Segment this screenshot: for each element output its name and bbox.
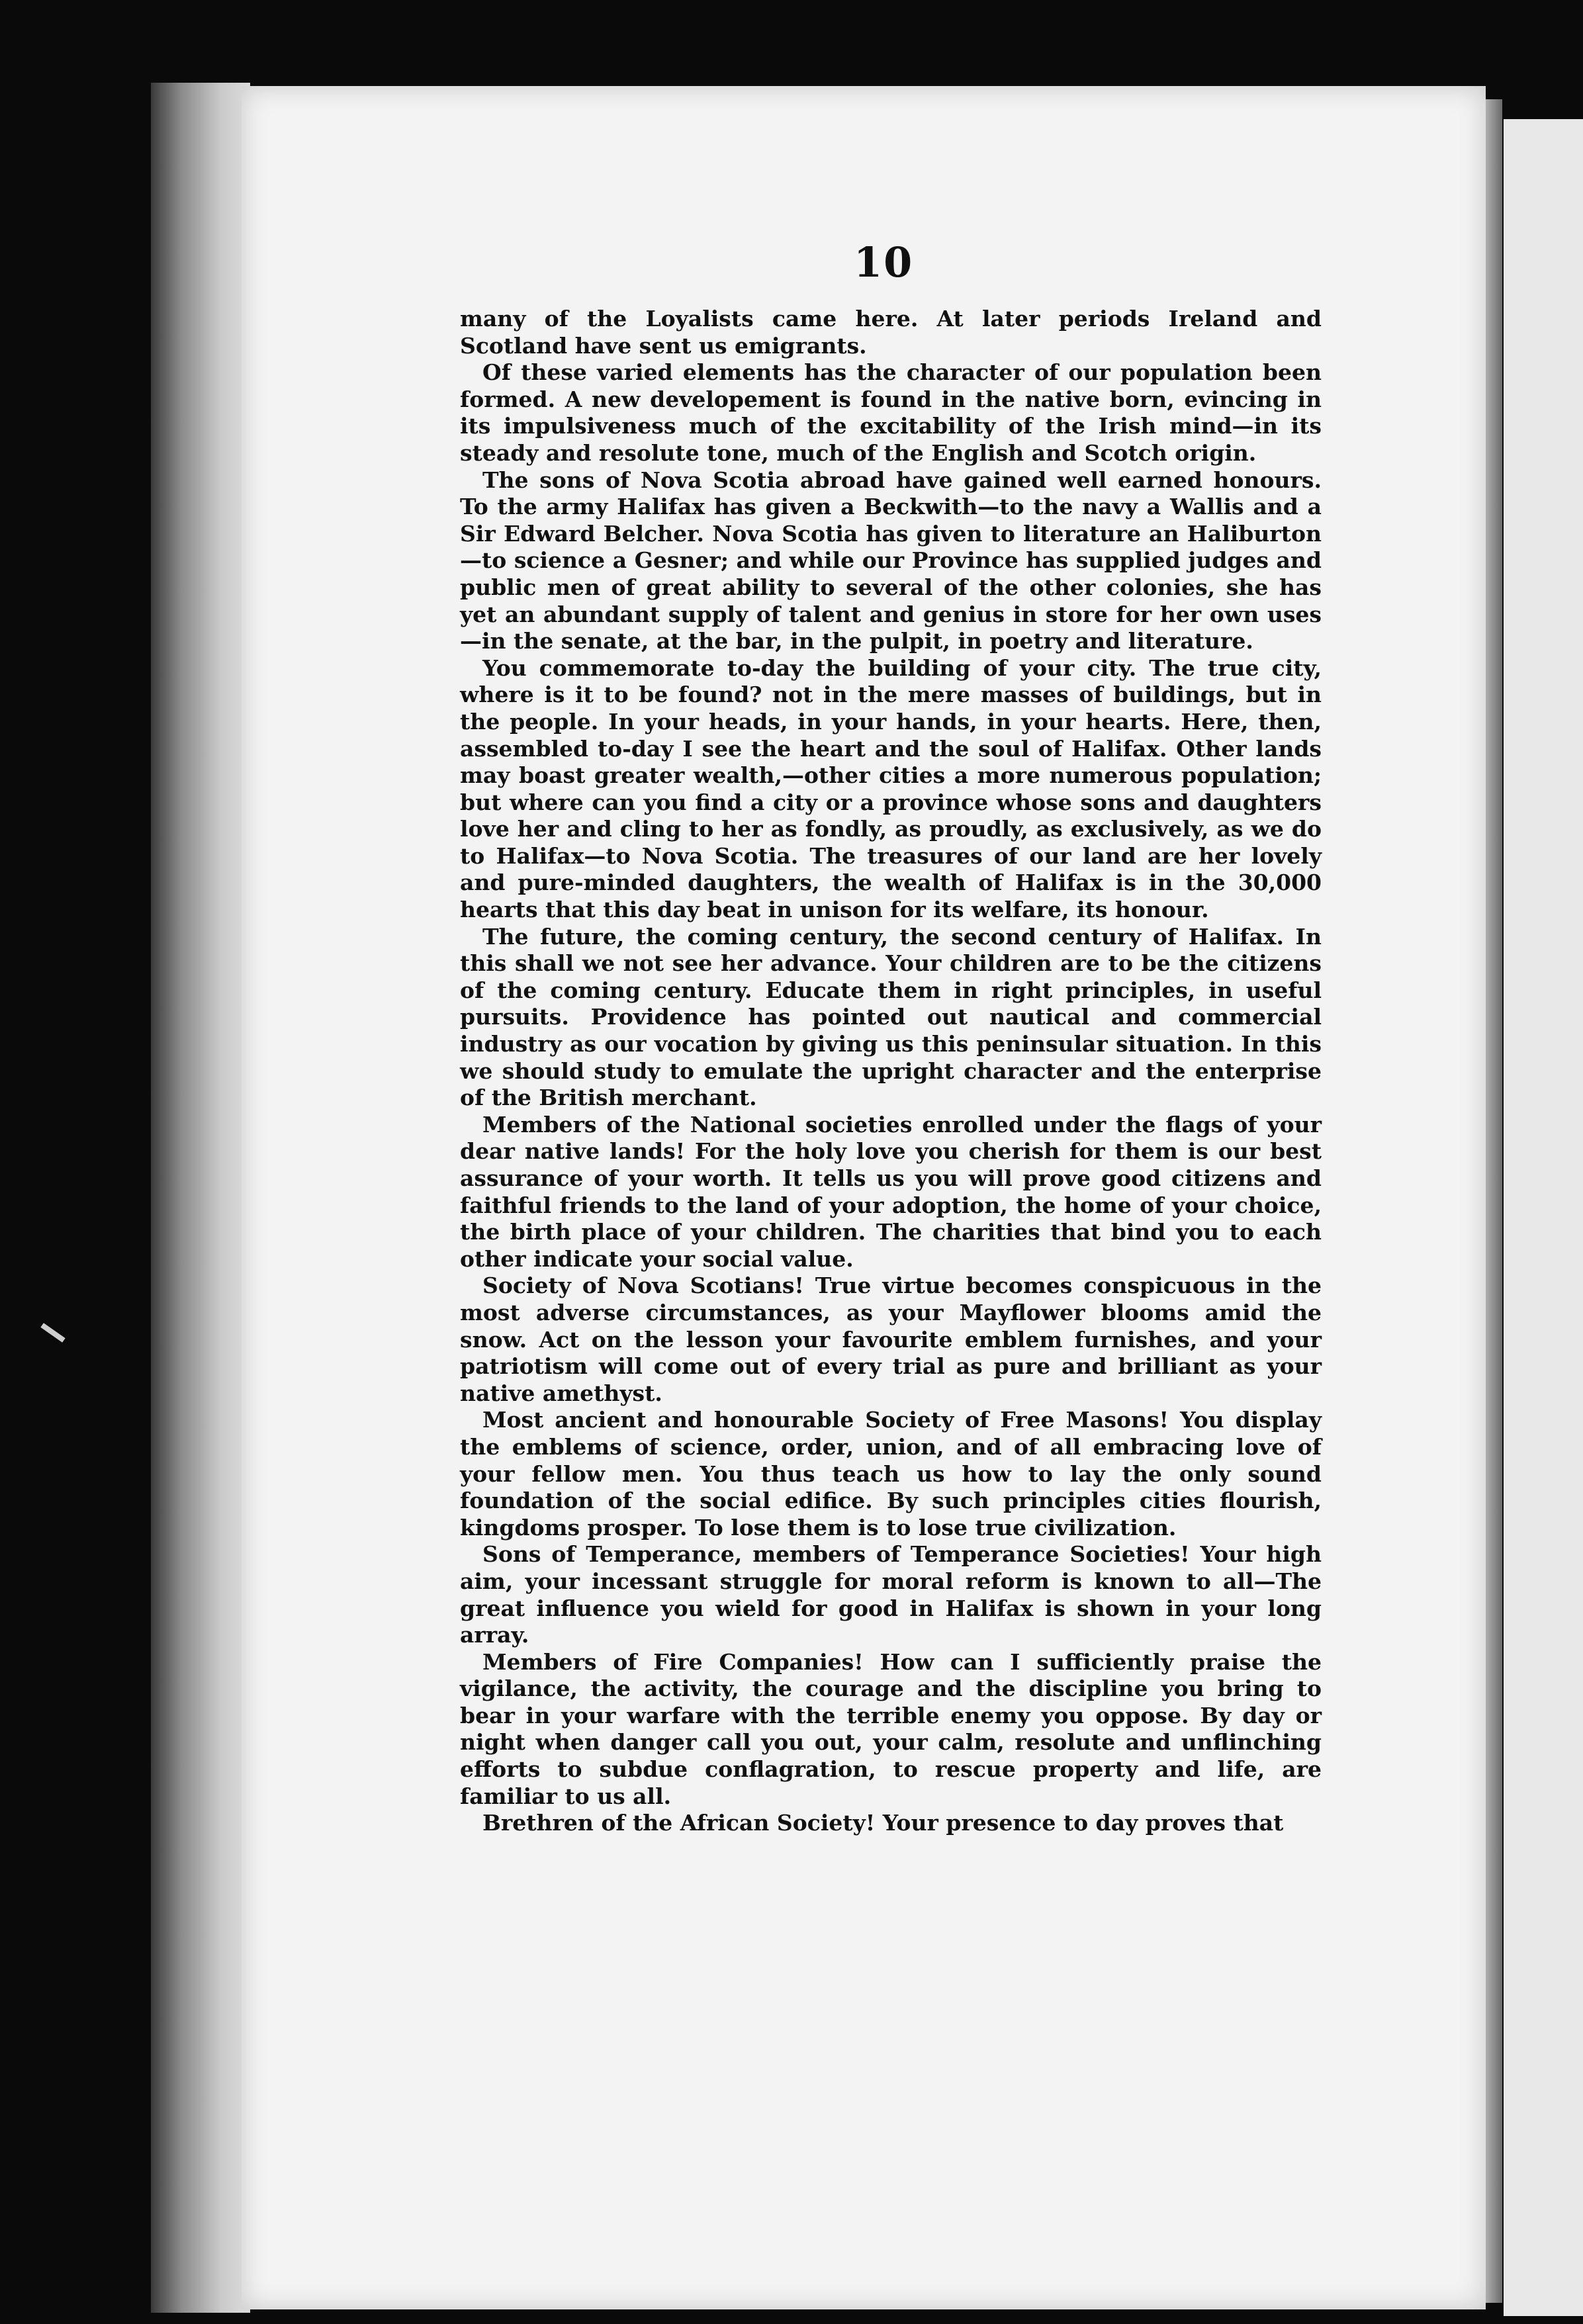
paragraph: Members of Fire Companies! How can I sufficiently praise the vigilance, the activity, the courage and the discipline you bring to bear in your warfare with the terrible enemy you oppose. By day or night when danger call you out, your calm, resolute and unflinching efforts to subdue conflagration, to rescue property and life, are familiar to us all. [460,1648,1322,1809]
paragraph: many of the Loyalists came here. At later periods Ireland and Scotland have sent us emigrants. [460,306,1322,359]
body-text [460,306,1322,1837]
paragraph: Most ancient and honourable Society of Free Masons! You display the emblems of science, order, union, and of all embracing love of your fellow men. You thus teach us how to lay the only sound foundation of the social edifice. By such principles cities flourish, kingdoms prosper. To lose them is to lose true civilization. [460,1407,1322,1541]
paragraph: Sons of Temperance, members of Temperance Societies! Your high aim, your incessant struggle for moral reform is known to all—The great influence you wield for good in Halifax is shown in your long array. [460,1541,1322,1648]
binding-fold [151,83,250,2313]
page-number: 10 [854,238,914,287]
paragraph: The future, the coming century, the second century of Halifax. In this shall we not see her advance. Your children are to be the citizens of the coming century. Educate them in right principles, in useful pursuits. Providence has pointed out nautical and commercial industry as our vocation by giving us this peninsular situation. In this we should study to emulate the upright character and the enterprise of the British merchant. [460,923,1322,1111]
paragraph: The sons of Nova Scotia abroad have gained well earned honours. To the army Halifax has given a Beckwith—to the navy a Wallis and a Sir Edward Belcher. Nova Scotia has given to literature an Haliburton—to science a Gesner; and while our Province has supplied judges and public men of great ability to several of the other colonies, she has yet an abundant supply of talent and genius in store for her own uses—in the senate, at the bar, in the pulpit, in poetry and literature. [460,467,1322,654]
paragraph: Of these varied elements has the character of our population been formed. A new developement is found in the native born, evincing in its impulsiveness much of the excitability of the Irish mind—in its steady and resolute tone, much of the English and Scotch origin. [460,359,1322,466]
paragraph: Society of Nova Scotians! True virtue becomes conspicuous in the most adverse circumstances, as your Mayflower blooms amid the snow. Act on the lesson your favourite emblem furnishes, and your patriotism will come out of every trial as pure and brilliant as your native amethyst. [460,1273,1322,1406]
paragraph: Brethren of the African Society! Your presence to day proves that [482,1810,1284,1836]
adjacent-page-edge [1504,119,1583,2316]
paragraph: You commemorate to-day the building of your city. The true city, where is it to be found? not in the mere masses of buildings, but in the people. In your heads, in your hands, in your hearts. Here, then, assembled to-day I see the heart and the soul of Halifax. Other lands may boast greater wealth,—other cities a more numerous population; but where can you find a city or a province whose sons and daughters love her and cling to her as fondly, as proudly, as exclusively, as we do to Halifax—to Nova Scotia. The treasures of our land are her lovely and pure-minded daughters, the wealth of Halifax is in the 30,000 hearts that this day beat in unison for its welfare, its honour. [460,654,1322,923]
paragraph: Members of the National societies enrolled under the flags of your dear native lands! For the holy love you cherish for them is our best assurance of your worth. It tells us you will prove good citizens and faithful friends to the land of your adoption, the home of your choice, the birth place of your children. The charities that bind you to each other indicate your social value. [460,1111,1322,1272]
scan-mark [40,1323,65,1342]
